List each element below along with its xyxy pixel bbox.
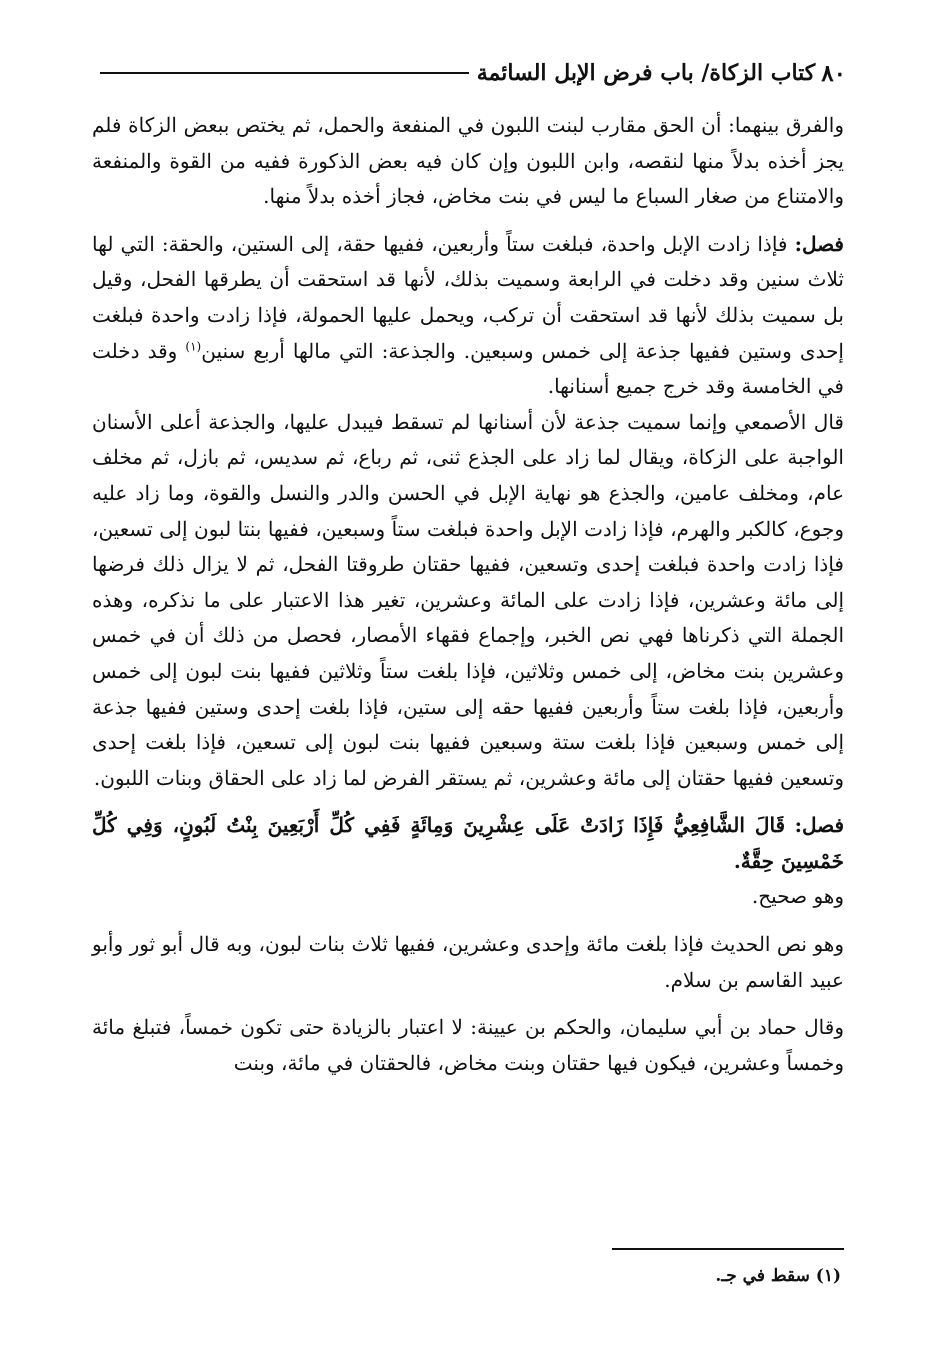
paragraph <box>92 808 844 879</box>
paragraph: فصل: فإذا زادت الإبل واحدة، فبلغت ستاً وأربعين، ففيها حقة، إلى الستين، والحقة: التي لها ثلاث سنين وقد دخلت في الرابعة وسميت بذلك، لأنها قد استحقت أن يطرقها الفحل، وقيل بل سميت بذلك لأنها قد استحقت أن تركب، ويحمل عليها الحمولة، فإذا زادت واحدة فبلغت إحدى وستين ففيها جذعة إلى خمس وسبعين. والجذعة: التي مالها أربع سنين$^{(١)}$ وقد دخلت في الخامسة وقد خرج جميع أسنانها. <box>92 231 844 399</box>
shafii-quote: قَالَ الشَّافِعِيُّ فَإِذَا زَادَتْ عَلَى عِشْرِينَ وَمِائَةٍ فَفِي كُلِّ أَرْبَعِينَ بِنْتُ لَبُونٍ، وَفِي كُلِّ خَمْسِينَ حِقَّةٌ. <box>92 813 844 873</box>
page-header <box>92 58 846 88</box>
page-number: ٨٠ <box>821 59 846 87</box>
paragraph: قال الأصمعي وإنما سميت جذعة لأن أسنانها لم تسقط فيبدل عليها، والجذعة أعلى الأسنان الواجبة على الزكاة، ويقال لما زاد على الجذع ثنى، ثم رباع، ثم سديس، ثم بازل، ثم مخلف عام، ومخلف عامين، والجذع هو نهاية الإبل في الحسن والدر والنسل والقوة، وما زاد عليه وجوع، كالكبر والهرم، فإذا زادت الإبل واحدة فبلغت ستاً وسبعين، ففيها بنتا لبون إلى تسعين، فإذا زادت واحدة فبلغت إحدى وتسعين، ففيها حقتان طروقتا الفحل، ثم لا يزال ذلك فرضها إلى مائة وعشرين، فإذا زادت على المائة وعشرين، تغير هذا الاعتبار على ما نذكره، وهذه الجملة التي ذكرناها فهي نص الخبر، وإجماع فقهاء الأمصار، فحصل من ذلك أن في خمس وعشرين بنت مخاض، إلى خمس وثلاثين، فإذا بلغت ستاً وثلاثين ففيها بنت لبون إلى خمس وأربعين، فإذا بلغت ستاً وأربعين ففيها حقه إلى ستين، فإذا بلغت إحدى وستين ففيها جذعة إلى خمس وسبعين فإذا بلغت ستة وسبعين ففيها بنت لبون إلى تسعين، فإذا بلغت إحدى وتسعين ففيها حقتان إلى مائة وعشرين، ثم يستقر الفرض لما زاد على الحقاق وبنات اللبون. <box>92 409 844 790</box>
paragraph: وقال حماد بن أبي سليمان، والحكم بن عيينة: لا اعتبار بالزيادة حتى تكون خمساً، فتبلغ مائة وخمساً وعشرين، فيكون فيها حقتان وبنت مخاض، فالحقتان في مائة، وبنت <box>92 1015 844 1075</box>
section-label: فصل: <box>794 813 845 838</box>
paragraph: وهو صحيح. <box>751 884 844 909</box>
paragraph: وهو نص الحديث فإذا بلغت مائة وإحدى وعشرين، ففيها ثلاث بنات لبون، وبه قال أبو ثور وأبو عبيد القاسم بن سلام. <box>92 932 844 992</box>
header-rule <box>100 72 469 74</box>
section-label: فصل: <box>794 231 844 256</box>
paragraph: والفرق بينهما: أن الحق مقارب لبنت اللبون في المنفعة والحمل، ثم يختص ببعض الزكاة فلم يجز أخذه بدلاً منها لنقصه، وابن اللبون وإن كان فيه بعض الذكورة ففيه من القوة والمنفعة والامتناع من صغار السباع ما ليس في بنت مخاض، فجاز أخذه بدلاً منها. <box>92 113 845 209</box>
footnote-rule <box>612 1248 844 1250</box>
footnote-marker: (١) <box>185 338 202 353</box>
page-body <box>92 108 844 1081</box>
running-title: كتاب الزكاة/ باب فرض الإبل السائمة <box>476 60 816 86</box>
footnote: (١) سقط في جـ. <box>715 1266 841 1286</box>
